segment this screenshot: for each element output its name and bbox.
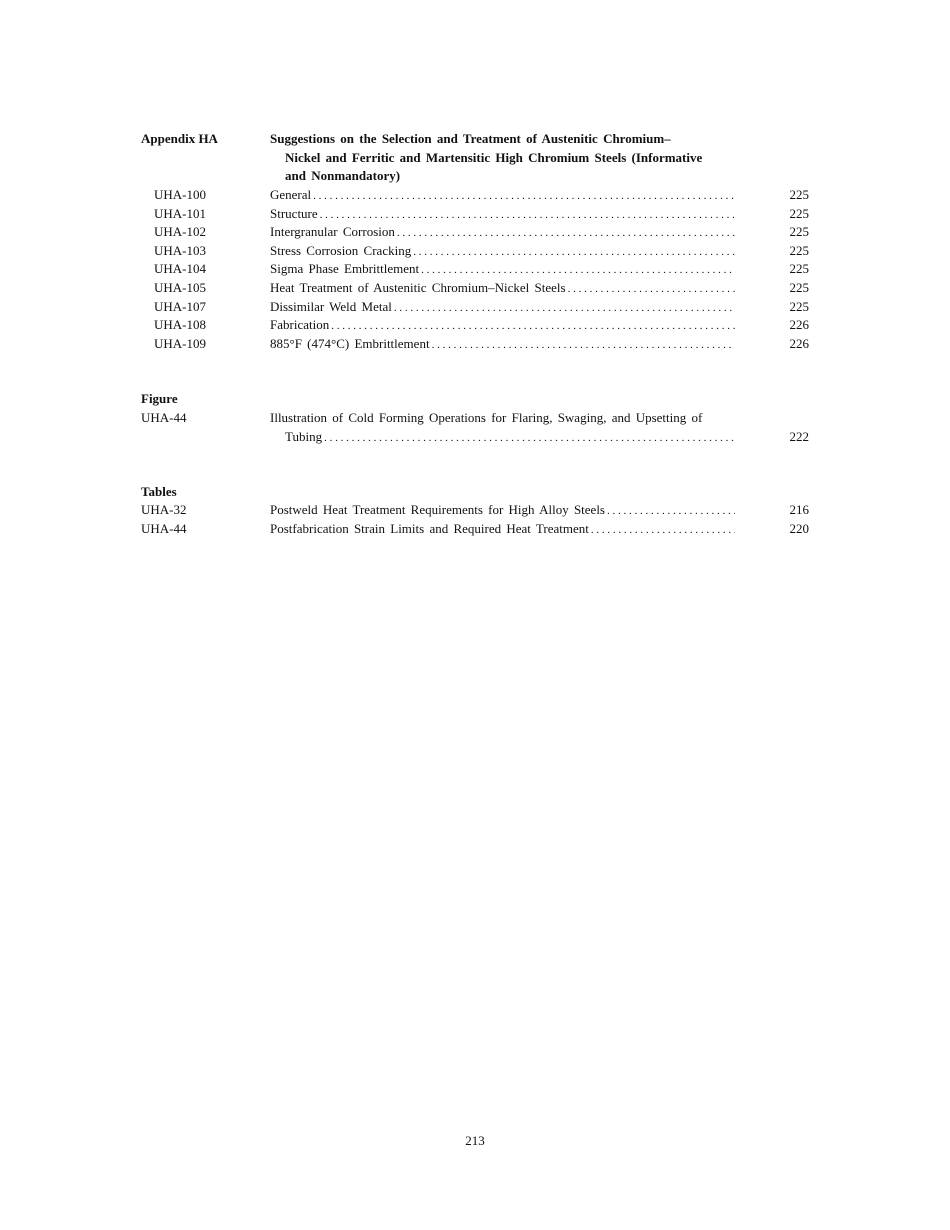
entry-title: Sigma Phase Embrittlement	[270, 261, 420, 277]
entry-code: UHA-102	[154, 224, 206, 240]
appendix-title-line-1: Suggestions on the Selection and Treatment of Austenitic Chromium–	[270, 131, 671, 146]
figure-heading: Figure	[141, 391, 178, 406]
appendix-title-line-3: and Nonmandatory)	[285, 168, 401, 184]
dot-leader	[421, 261, 735, 280]
toc-entry[interactable]	[141, 205, 809, 224]
entry-code: UHA-104	[154, 261, 206, 277]
entry-title: Postfabrication Strain Limits and Required Heat Treatment	[270, 520, 589, 536]
dot-leader	[320, 206, 735, 225]
dot-leader	[313, 187, 735, 206]
entry-title: Heat Treatment of Austenitic Chromium–Nickel Steels	[270, 279, 566, 295]
entry-code: UHA-100	[154, 187, 206, 202]
appendix-heading	[141, 130, 809, 186]
entry-code: UHA-101	[154, 205, 206, 221]
entry-code: UHA-107	[154, 298, 206, 314]
entry-page: 225	[789, 279, 809, 295]
entry-title: General	[270, 187, 312, 202]
dot-leader	[568, 280, 735, 299]
entry-page: 222	[789, 428, 809, 444]
entry-code: UHA-105	[154, 279, 206, 295]
entry-page: 226	[789, 317, 809, 333]
entry-title: Stress Corrosion Cracking	[270, 242, 412, 258]
appendix-title	[270, 130, 750, 186]
toc-entry[interactable]	[141, 316, 809, 335]
entry-title: Structure	[270, 205, 318, 221]
dot-leader	[394, 299, 735, 318]
entry-page: 225	[789, 187, 809, 202]
entry-title: Postweld Heat Treatment Requirements for High Alloy Steels	[270, 502, 605, 517]
entry-title: 885°F (474°C) Embrittlement	[270, 335, 430, 351]
toc-entry[interactable]	[141, 260, 809, 279]
entry-page: 225	[789, 205, 809, 221]
entry-code: UHA-44	[141, 410, 187, 425]
entry-title: Dissimilar Weld Metal	[270, 298, 392, 314]
appendix-title-line-2: Nickel and Ferritic and Martensitic High Chromium Steels (Informative	[285, 149, 703, 165]
toc-entry[interactable]	[141, 298, 809, 317]
appendix-label: Appendix HA	[141, 131, 218, 146]
toc-entry[interactable]	[141, 279, 809, 298]
entry-title-line-2: Tubing	[285, 428, 323, 444]
toc-entry[interactable]	[141, 335, 809, 354]
entry-page: 225	[789, 298, 809, 314]
entry-code: UHA-32	[141, 502, 187, 517]
dot-leader	[607, 502, 735, 521]
entry-title: Intergranular Corrosion	[270, 224, 395, 240]
entry-page: 225	[789, 242, 809, 258]
toc-entry[interactable]	[141, 501, 809, 520]
toc-entry[interactable]	[141, 223, 809, 242]
toc-entry[interactable]	[141, 409, 809, 446]
tables-heading: Tables	[141, 484, 177, 499]
appendix-entries	[141, 186, 809, 353]
entry-code: UHA-103	[154, 242, 206, 258]
dot-leader	[397, 224, 735, 243]
entry-code: UHA-108	[154, 317, 206, 333]
dot-leader	[331, 317, 735, 336]
toc-entry[interactable]	[141, 242, 809, 261]
page-number: 213	[465, 1133, 485, 1148]
toc-entry[interactable]	[141, 186, 809, 205]
dot-leader	[413, 243, 735, 262]
figure-entries	[141, 409, 809, 446]
entry-code: UHA-109	[154, 335, 206, 351]
entry-title-line-1: Illustration of Cold Forming Operations for Flaring, Swaging, and Upsetting of	[270, 410, 703, 425]
entry-page: 225	[789, 261, 809, 277]
entry-page: 216	[789, 502, 809, 517]
entry-page: 226	[789, 335, 809, 351]
dot-leader	[432, 336, 735, 355]
dot-leader	[591, 521, 735, 540]
entry-code: UHA-44	[141, 520, 187, 536]
tables-entries	[141, 501, 809, 538]
dot-leader	[324, 429, 735, 448]
toc-entry[interactable]	[141, 520, 809, 539]
entry-page: 220	[789, 520, 809, 536]
entry-title: Fabrication	[270, 317, 330, 333]
entry-page: 225	[789, 224, 809, 240]
